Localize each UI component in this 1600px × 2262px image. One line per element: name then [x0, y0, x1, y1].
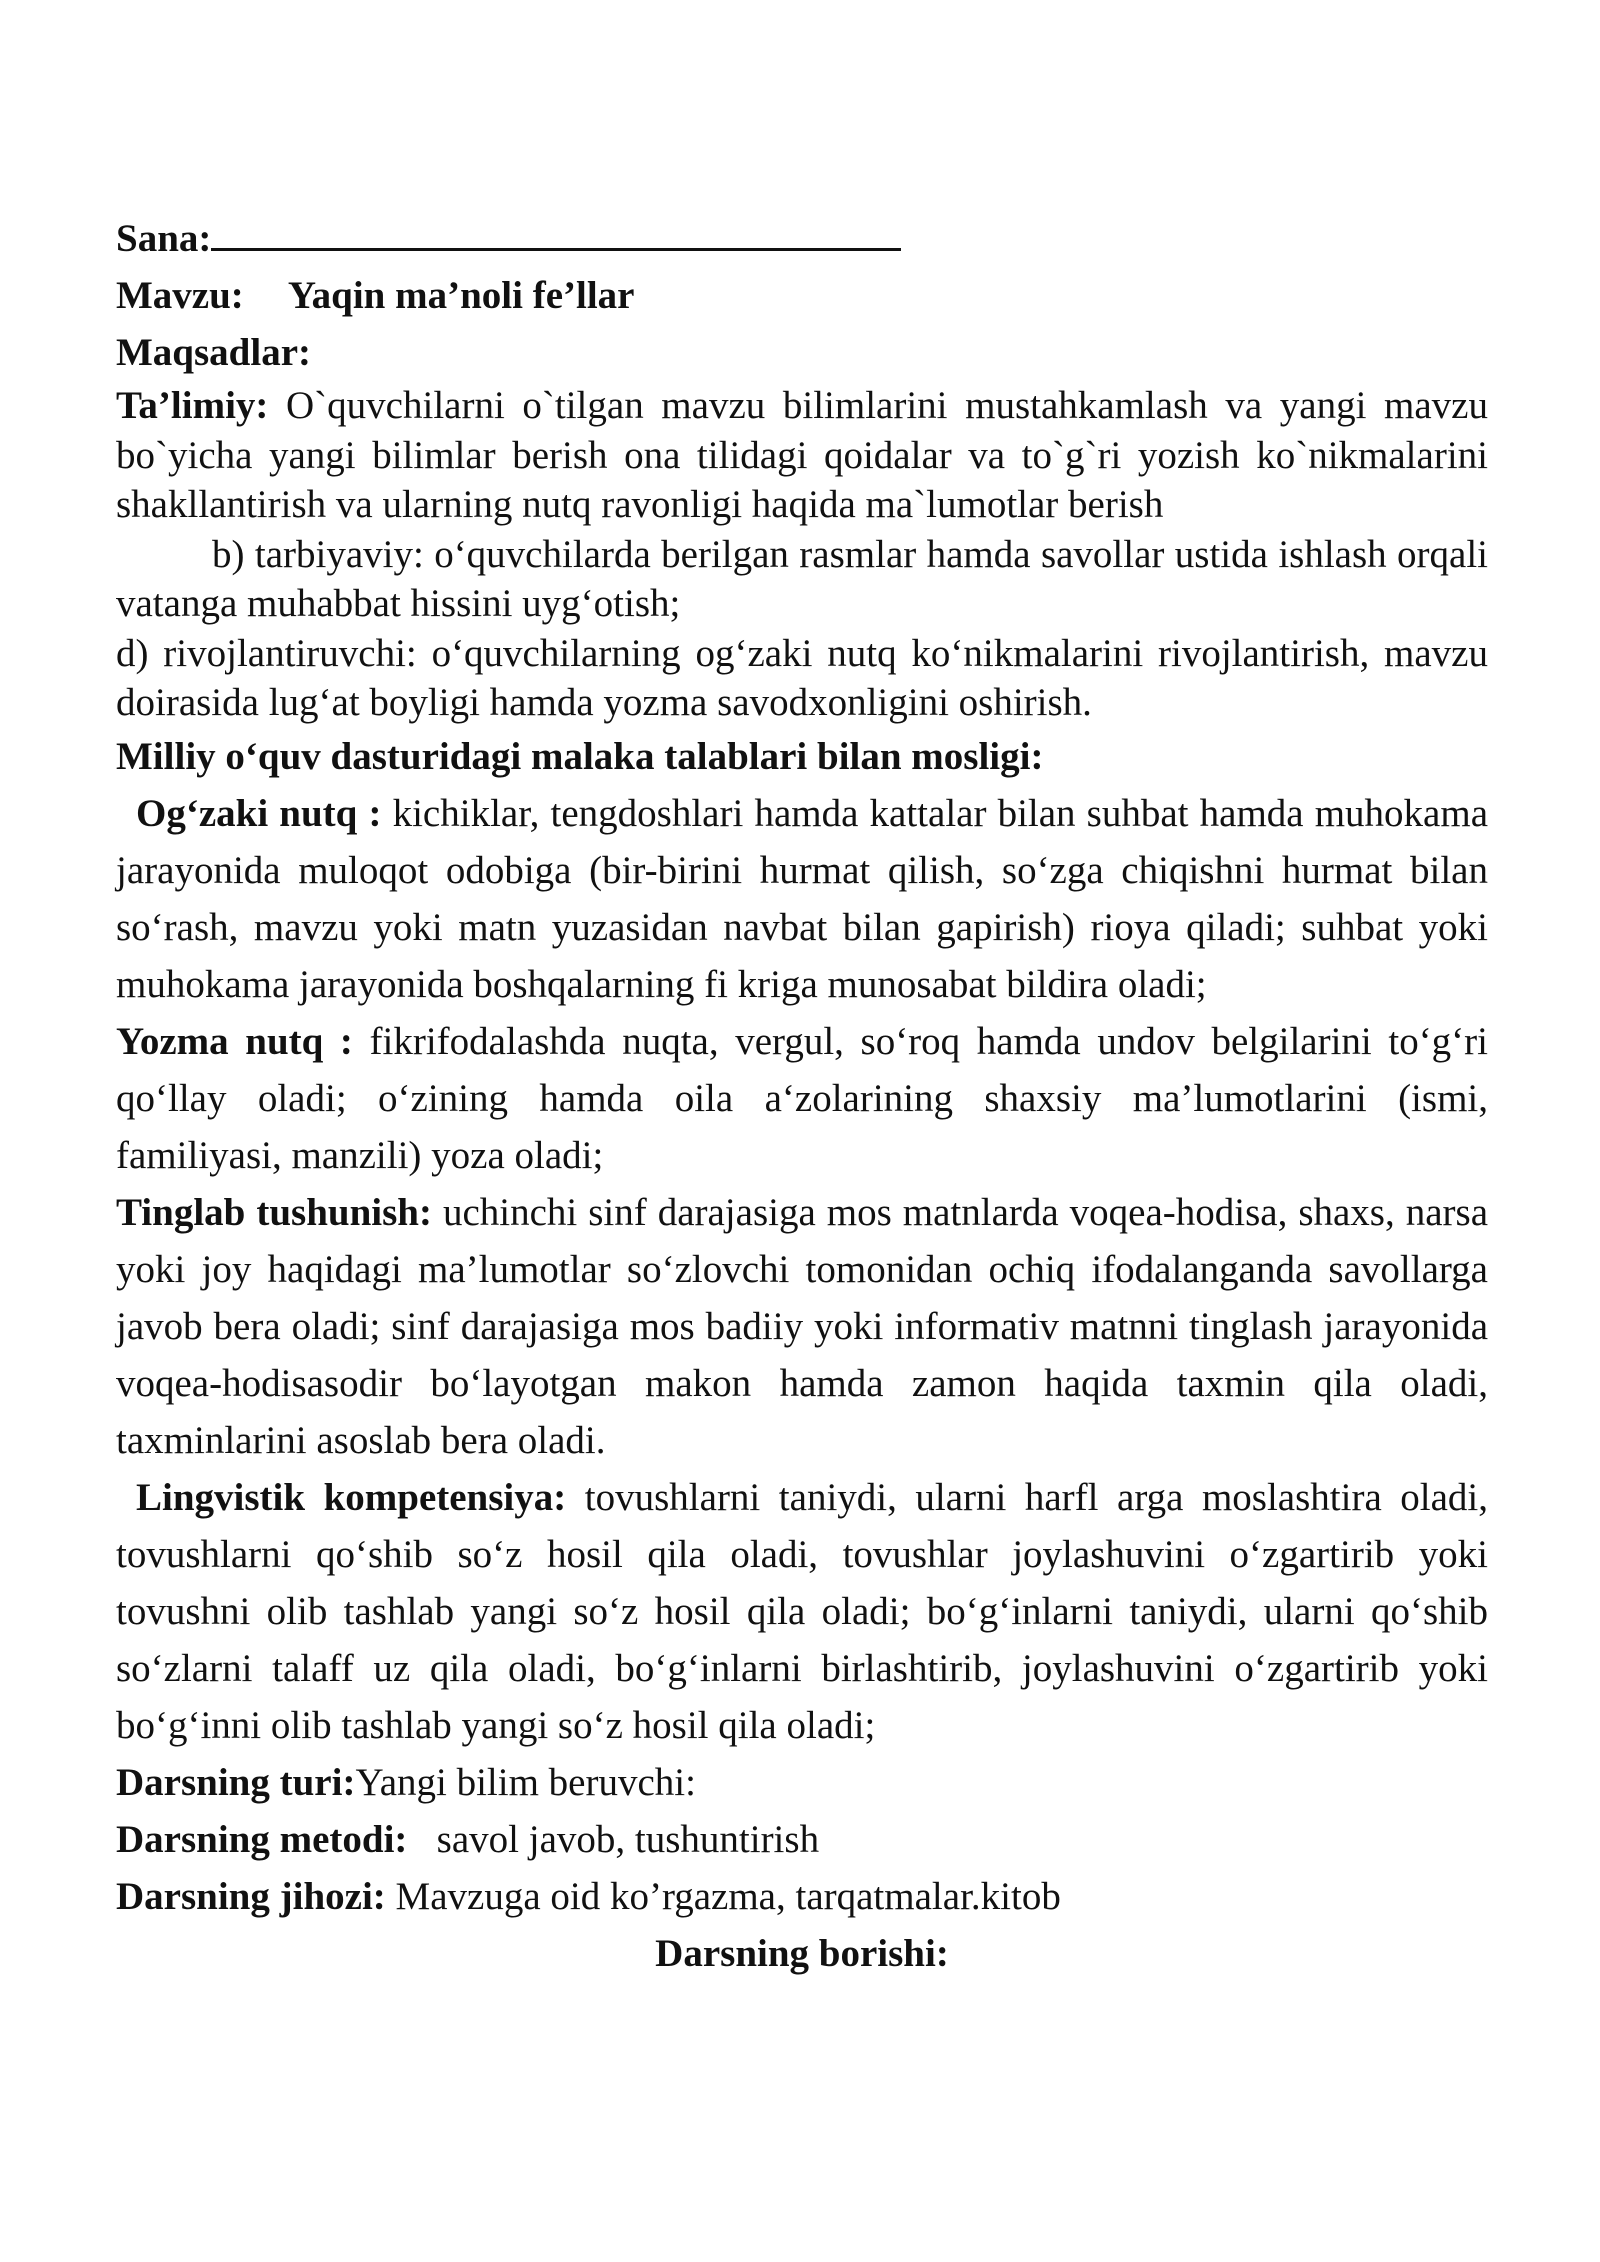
- lingvistik-label: Lingvistik kompetensiya:: [136, 1475, 567, 1519]
- talimiy-paragraph: [116, 381, 1488, 530]
- lingvistik-paragraph: [116, 1469, 1488, 1754]
- jihozi-label: Darsning jihozi:: [116, 1874, 386, 1918]
- ogzaki-paragraph: [116, 785, 1488, 1013]
- metodi-label: Darsning metodi:: [116, 1817, 408, 1861]
- ogzaki-text: kichiklar, tengdoshlari hamda kattalar bilan suhbat hamda muhokama jarayonida muloqot odobiga (bir-birini hurmat qilish, so‘zga chiqishni hurmat bilan so‘rash, mavzu yoki matn yuzasidan navbat bilan gapirish) rioya qiladi; suhbat yoki muhokama jarayonida boshqalarning fi kriga munosabat bildira oladi;: [116, 791, 1489, 1006]
- mavzu-label: Mavzu:: [116, 274, 244, 317]
- sana-blank-underline: [211, 214, 901, 251]
- yozma-label: Yozma nutq :: [116, 1019, 353, 1063]
- metodi-value: savol javob, tushuntirish: [407, 1817, 820, 1861]
- turi-value: Yangi bilim beruvchi:: [355, 1760, 696, 1804]
- maqsadlar-heading: Maqsadlar:: [116, 331, 311, 374]
- mavzu-value: Yaqin ma’noli fe’llar: [287, 274, 635, 317]
- talimiy-text: O`quvchilarni o`tilgan mavzu bilimlarini mustahkamlash va yangi mavzu bo`yicha yangi bilimlar berish ona tilidagi qoidalar va to`g`ri yozish ko`nikmalarini shakllantirish va ularning nutq ravonligi haqida ma`lumotlar berish: [116, 384, 1488, 526]
- rivojlantiruvchi-paragraph: d) rivojlantiruvchi: o‘quvchilarning og‘zaki nutq ko‘nikmalarini rivojlantirish, mavzu doirasida lug‘at boyligi hamda yozma savodxonligini oshirish.: [116, 631, 1488, 724]
- milliy-heading: Milliy o‘quv dasturidagi malaka talablari bilan mosligi:: [116, 734, 1044, 778]
- turi-label: Darsning turi:: [116, 1760, 356, 1804]
- jihozi-line: [116, 1868, 1488, 1925]
- turi-line: [116, 1754, 1488, 1811]
- mavzu-line: [116, 267, 1488, 324]
- sana-label: Sana:: [116, 217, 212, 260]
- lingvistik-text: tovushlarni taniydi, ularni harfl arga moslashtira oladi, tovushlarni qo‘shib so‘z hosil qila oladi, tovushlar joylashuvini o‘zgartirib yoki tovushni olib tashlab yangi so‘z hosil qila oladi; bo‘g‘inlarni taniydi, ularni qo‘shib so‘zlarni talaff uz qila oladi, bo‘g‘inlarni birlashtirib, joylashuvini o‘zgartirib yoki bo‘g‘inni olib tashlab yangi so‘z hosil qila oladi;: [116, 1475, 1489, 1747]
- tarbiyaviy-paragraph: b) tarbiyaviy: o‘quvchilarda berilgan rasmlar hamda savollar ustida ishlash orqali vatanga muhabbat hissini uyg‘otish;: [116, 532, 1488, 625]
- jihozi-value: Mavzuga oid ko’rgazma, tarqatmalar.kitob: [385, 1874, 1061, 1918]
- yozma-text: fikrifodalashda nuqta, vergul, so‘roq hamda undov belgilarini to‘g‘ri qo‘llay oladi; o‘zining hamda oila a‘zolarining shaxsiy ma’lumotlarini (ismi, familiyasi, manzili) yoza oladi;: [116, 1019, 1488, 1177]
- talimiy-label: Ta’limiy:: [116, 384, 269, 427]
- tinglab-text: uchinchi sinf darajasiga mos matnlarda voqea-hodisa, shaxs, narsa yoki joy haqidagi ma’lumotlar so‘zlovchi tomonidan ochiq ifodalanganda savollarga javob bera oladi; sinf darajasiga mos badiiy yoki informativ matnni tinglash jarayonida voqea-hodisasodir bo‘layotgan makon hamda zamon haqida taxmin qila oladi, taxminlarini asoslab bera oladi.: [116, 1190, 1488, 1462]
- tinglab-paragraph: [116, 1184, 1488, 1469]
- borishi-heading: Darsning borishi:: [655, 1931, 949, 1975]
- yozma-paragraph: [116, 1013, 1488, 1184]
- ogzaki-label: Og‘zaki nutq :: [136, 791, 382, 835]
- sana-line: [116, 210, 1488, 267]
- metodi-line: [116, 1811, 1488, 1868]
- tinglab-label: Tinglab tushunish:: [116, 1190, 432, 1234]
